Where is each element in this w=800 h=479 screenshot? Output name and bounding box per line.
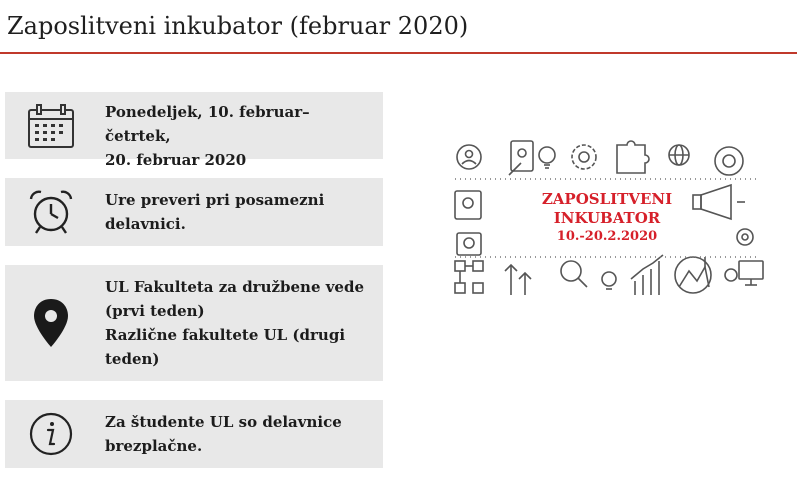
- info-card-info: [5, 400, 383, 468]
- banner-dates: 10.-20.2.2020: [556, 229, 658, 244]
- info-card-date: [5, 92, 383, 169]
- card-place-line-4: teden): [105, 350, 160, 368]
- card-place-line-3: Različne fakultete UL (drugi: [105, 326, 346, 344]
- banner-title-line-2: INKUBATOR: [553, 209, 661, 227]
- gear-icon: [572, 145, 596, 169]
- card-time-text: [105, 188, 373, 236]
- growth-arrows-icon: [505, 265, 531, 295]
- bulb-card-icon: [457, 233, 481, 255]
- resume-icon: [455, 191, 481, 219]
- bar-chart-icon: [631, 255, 663, 295]
- banner-caption: [520, 190, 694, 246]
- globe-icon: [669, 145, 689, 165]
- mountain-flag-icon: [675, 257, 711, 293]
- magnifier-bulb-icon: [561, 261, 587, 287]
- tablet-pen-icon: [509, 141, 533, 175]
- monitor-chart-icon: [739, 261, 763, 285]
- light-bulb-icon: [539, 147, 555, 168]
- megaphone-icon: [693, 185, 745, 219]
- card-place-text: [105, 275, 373, 371]
- donut-chart-icon: [715, 147, 743, 175]
- info-card-time: [5, 178, 383, 246]
- card-date-line-1: Ponedeljek, 10. februar–četrtek,: [105, 103, 310, 145]
- card-date-line-2: 20. februar 2020: [105, 151, 247, 169]
- org-chart-icon: [455, 261, 483, 293]
- gear-person-icon: [457, 145, 481, 169]
- info-card-place: [5, 265, 383, 381]
- card-info-line-1: Za študente UL so delavnice: [105, 413, 342, 431]
- bulb-icon-2: [602, 272, 616, 289]
- title-divider: [0, 52, 797, 54]
- info-icon: [25, 400, 77, 468]
- calendar-icon: [25, 92, 77, 159]
- card-info-line-2: brezplačne.: [105, 437, 203, 455]
- bulb-icon-3: [725, 269, 737, 281]
- card-time-line-2: delavnici.: [105, 215, 186, 233]
- card-place-line-2: (prvi teden): [105, 302, 205, 320]
- puzzle-icon: [617, 141, 649, 173]
- card-info-text: [105, 410, 373, 458]
- card-time-line-1: Ure preveri pri posamezni: [105, 191, 325, 209]
- page-title: Zaposlitveni inkubator (februar 2020): [7, 12, 469, 40]
- banner-title-line-1: ZAPOSLITVENI: [541, 190, 673, 208]
- map-pin-icon: [25, 265, 77, 381]
- card-place-line-1: UL Fakulteta za družbene vede: [105, 278, 365, 296]
- card-date-text: [105, 100, 373, 172]
- target-bulb-icon: [737, 229, 753, 245]
- alarm-clock-icon: [25, 178, 77, 246]
